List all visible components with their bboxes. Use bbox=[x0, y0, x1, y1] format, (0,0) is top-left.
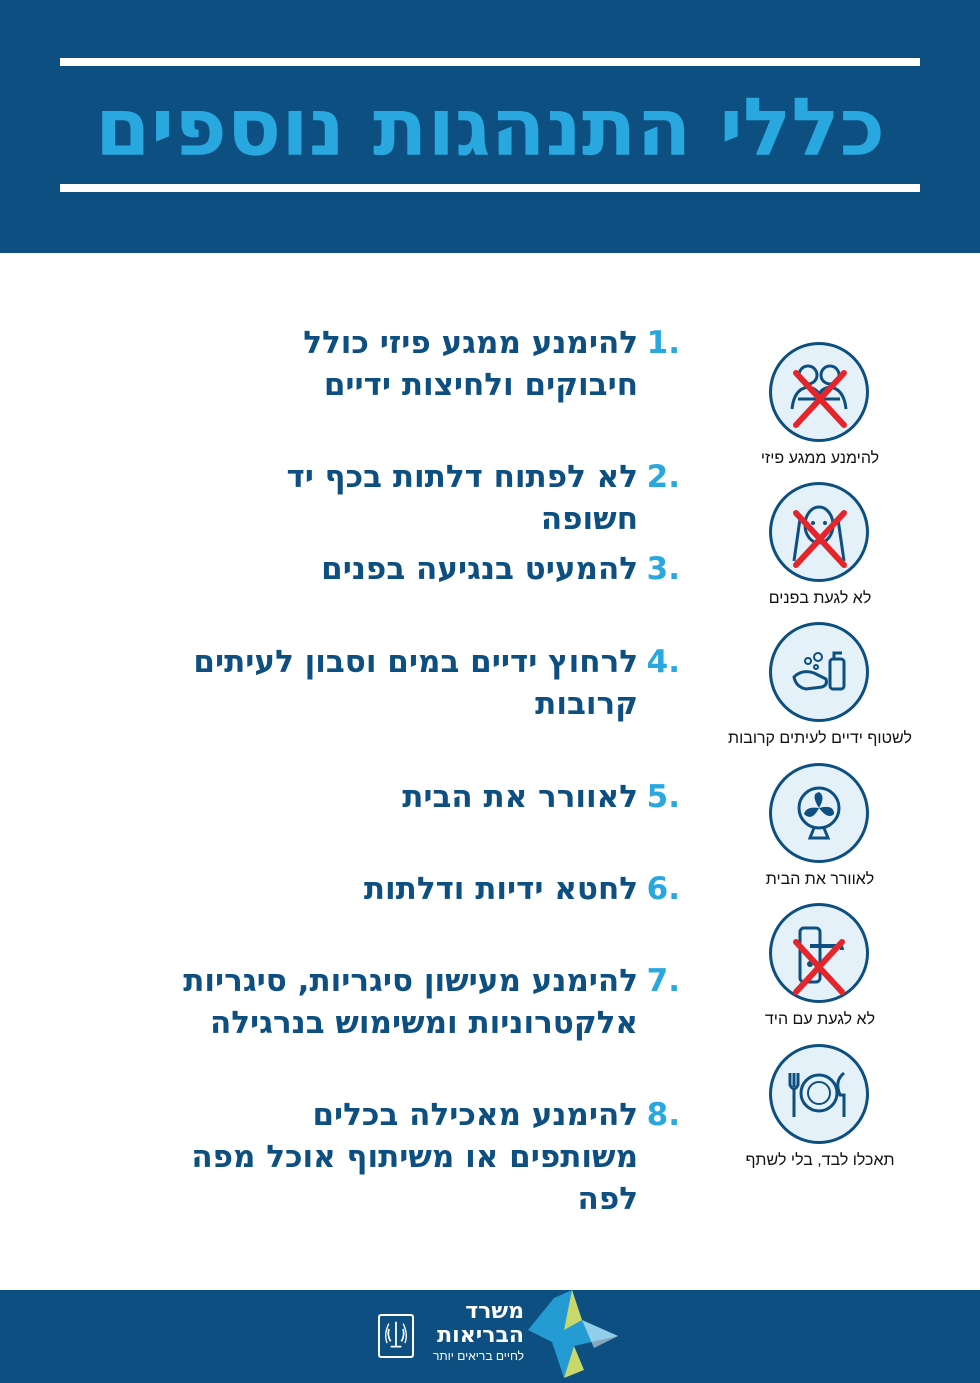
icon-caption: להימנע ממגע פיזי bbox=[760, 450, 880, 467]
rule-text: לאוורר את הבית bbox=[402, 779, 638, 815]
rule-item-7 bbox=[180, 960, 680, 1044]
rule-text: להימנע מעישון סיגריות, סיגריות אלקטרוניות ומשימוש בנרגילה bbox=[183, 963, 638, 1041]
rule-number: 1. bbox=[646, 325, 680, 361]
icon-caption: לשטוף ידיים לעיתים קרובות bbox=[728, 730, 912, 747]
rule-text: להמעיט בנגיעה בפנים bbox=[321, 551, 638, 587]
rule-item-5 bbox=[180, 776, 680, 818]
icon-item-no-hug bbox=[710, 340, 930, 480]
rule-item-3 bbox=[180, 548, 680, 590]
rule-text: להימנע ממגע פיזי כולל חיבוקים ולחיצות ידיים bbox=[303, 325, 638, 403]
rule-number: 3. bbox=[646, 551, 680, 587]
no-door-handle-icon bbox=[769, 903, 869, 1003]
rule-number: 5. bbox=[646, 779, 680, 815]
page-title: כללי התנהגות נוספים bbox=[95, 81, 885, 174]
icon-item-no-face-touch bbox=[710, 480, 930, 620]
icon-item-plate-utensils bbox=[710, 1042, 930, 1182]
ministry-logo-icon bbox=[524, 1290, 624, 1383]
state-emblem-icon bbox=[378, 1314, 414, 1358]
ministry-line1: משרד bbox=[465, 1299, 524, 1324]
no-hug-icon bbox=[769, 342, 869, 442]
header-banner bbox=[0, 0, 980, 253]
icon-item-hand-wash bbox=[710, 620, 930, 760]
hand-wash-icon bbox=[769, 622, 869, 722]
no-face-touch-icon bbox=[769, 482, 869, 582]
plate-utensils-icon bbox=[769, 1044, 869, 1144]
rule-text: להימנע מאכילה בכלים משותפים או משיתוף אוכל מפה לפה bbox=[191, 1097, 638, 1217]
icon-caption: תאכלו לבד, בלי לשתף bbox=[745, 1152, 895, 1169]
header-top-rule bbox=[60, 58, 920, 66]
rule-item-1 bbox=[180, 322, 680, 406]
rule-number: 6. bbox=[646, 871, 680, 907]
icon-caption: לאוורר את הבית bbox=[765, 871, 875, 888]
icon-caption: לא לגעת עם היד bbox=[764, 1011, 876, 1028]
rule-item-2 bbox=[180, 456, 680, 540]
fan-icon bbox=[769, 763, 869, 863]
ministry-wordmark bbox=[424, 1300, 524, 1364]
rule-number: 7. bbox=[646, 963, 680, 999]
header-bottom-rule bbox=[60, 184, 920, 192]
icon-item-fan bbox=[710, 761, 930, 901]
icon-item-no-door-handle bbox=[710, 901, 930, 1041]
ministry-line2: הבריאות bbox=[437, 1323, 524, 1348]
rule-text: לרחוץ ידיים במים וסבון לעיתים קרובות bbox=[193, 644, 638, 722]
footer-banner bbox=[0, 1290, 980, 1383]
rule-item-6 bbox=[180, 868, 680, 910]
rule-item-4 bbox=[180, 641, 680, 725]
ministry-tagline: לחיים בריאים יותר bbox=[432, 1349, 524, 1363]
rule-text: לחטא ידיות ודלתות bbox=[363, 871, 638, 907]
rule-number: 4. bbox=[646, 644, 680, 680]
rule-item-8 bbox=[180, 1094, 680, 1220]
rule-number: 2. bbox=[646, 459, 680, 495]
rule-text: לא לפתוח דלתות בכף יד חשופה bbox=[286, 459, 638, 537]
rule-number: 8. bbox=[646, 1097, 680, 1133]
icon-caption: לא לגעת בפנים bbox=[768, 590, 872, 607]
